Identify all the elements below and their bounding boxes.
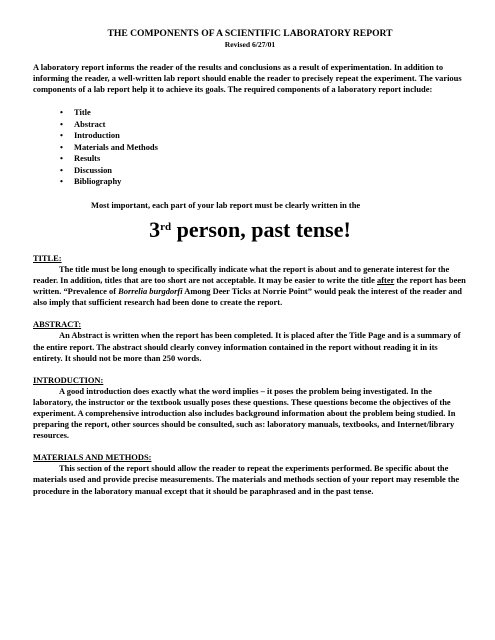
section-heading: INTRODUCTION: [33, 374, 104, 385]
introduction-section [33, 375, 467, 442]
list-item: • Materials and Methods [60, 141, 158, 152]
bullet-icon: • [60, 141, 63, 152]
section-body: This section of the report should allow the reader to repeat the experiments performed. Be specific about the materials used and provide precise measurements. The materials and methods section of your report may resemble the procedure in the laboratory manual except that it should be paraphrased and in the past tense. [33, 463, 460, 496]
materials-section [33, 452, 467, 496]
components-list [33, 107, 467, 188]
section-heading: TITLE: [33, 252, 62, 263]
bullet-icon: • [60, 164, 63, 175]
list-item: • Discussion [60, 164, 112, 175]
document-title: THE COMPONENTS OF A SCIENTIFIC LABORATORY REPORT [107, 28, 393, 39]
emphasis-heading: 3rd person, past tense! [149, 216, 351, 242]
section-body: An Abstract is written when the report has been completed. It is placed after the Title Page and is a summary of the entire report. The abstract should clearly convey information contained in the report without reading it in its entirety. It should not be more than 250 words. [33, 330, 461, 363]
section-heading: MATERIALS AND METHODS: [33, 452, 152, 463]
abstract-section [33, 319, 467, 363]
list-item: • Title [60, 107, 91, 118]
list-item: • Bibliography [60, 176, 122, 187]
intro-paragraph: A laboratory report informs the reader of the results and conclusions as a result of experimentation. In addition to informing the reader, a well-written lab report should enable the reader to precisely repeat the experiment. The various components of a lab report help it to achieve its goals. The required components of a laboratory report include: [33, 62, 462, 95]
bullet-icon: • [60, 107, 63, 118]
bullet-icon: • [60, 153, 63, 164]
section-body: A good introduction does exactly what the word implies – it poses the problem being investigated. In the laboratory, the instructor or the textbook usually poses these questions. These questions become the objectives of the experiment. A comprehensive introduction also includes background information about the problem being studied. In preparing the report, other sources should be consulted, such as: laboratory manuals, textbooks, and Internet/library resources. [33, 385, 456, 441]
list-item: • Results [60, 153, 101, 164]
revision-date: Revised 6/27/01 [224, 40, 276, 49]
section-heading: ABSTRACT: [33, 319, 82, 330]
section-body: The title must be long enough to specifically indicate what the report is about and to generate interest for the reader. In addition, titles that are too short are not acceptable. It may be easier to write the title after the report has been written. “Prevalence of Borrelia burgdorfi Among Deer Ticks at Norrie Point” would peak the interest of the reader and also imply that sufficient research had been done to create the report. [33, 263, 466, 308]
list-item: • Introduction [60, 130, 120, 141]
bullet-icon: • [60, 176, 63, 187]
bullet-icon: • [60, 118, 63, 129]
bullet-icon: • [60, 130, 63, 141]
important-note: Most important, each part of your lab report must be clearly written in the [91, 199, 361, 210]
title-section [33, 253, 467, 308]
list-item: • Abstract [60, 118, 106, 129]
